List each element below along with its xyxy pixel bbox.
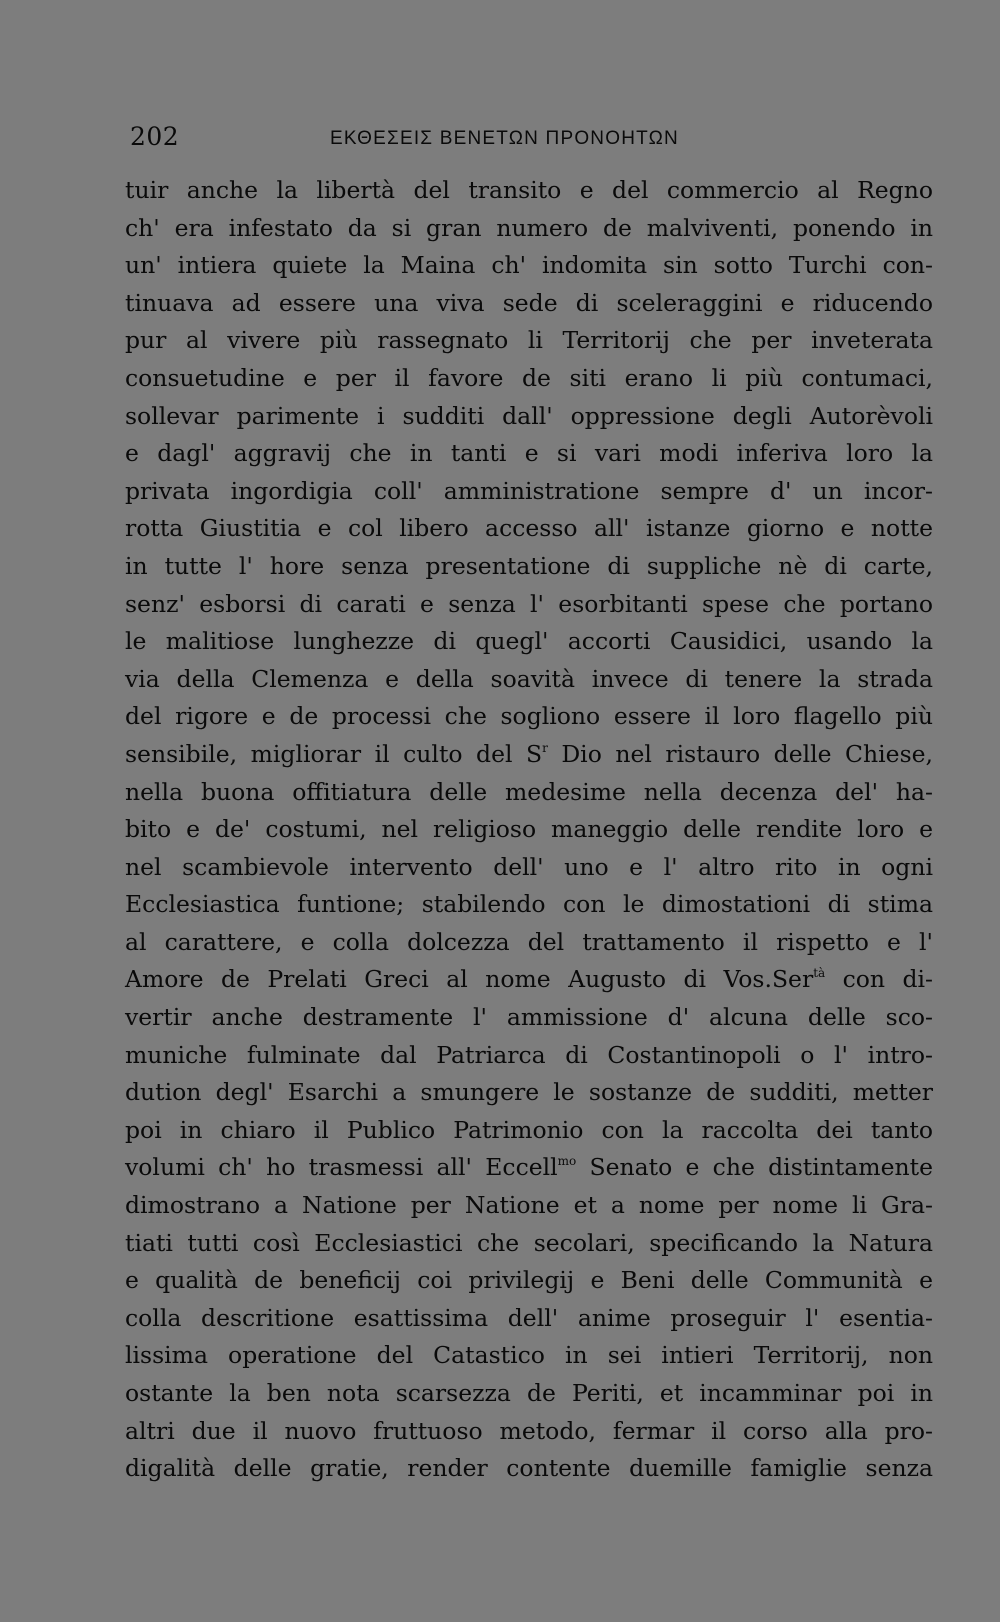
text-line-34: altri due il nuovo fruttuoso metodo, fermar il corso alla pro- [125,1416,933,1445]
text-line-15: del rigore e de processi che sogliono essere il loro flagello più [125,702,933,731]
text-line-20: Ecclesiastica funtione; stabilendo con le dimostationi di stima [125,890,933,919]
text-line-19: nel scambievole intervento dell' uno e l' altro rito in ogni [125,852,933,881]
text-line-31: colla descritione esattissima dell' anime proseguir l' esentia- [125,1303,933,1332]
text-line-10: rotta Giustitia e col libero accesso all' istanze giorno e notte [125,514,933,543]
text-line-16 [125,736,933,774]
body-text [125,172,933,1488]
text-line-22 [125,961,933,999]
text-line-18: bito e de' costumi, nel religioso maneggio delle rendite loro e [125,815,933,844]
text-line-5: pur al vivere più rassegnato li Territorij che per inveterata [125,326,933,355]
text-line-9: privata ingordigia coll' amministratione sempre d' un incor- [125,476,933,505]
running-title: ΕΚΘΕΣΕΙΣ ΒΕΝΕΤΩΝ ΠΡΟΝΟΗΤΩΝ [330,128,679,149]
text-line-2: ch' era infestato da si gran numero de malviventi, ponendo in [125,213,933,242]
text-line-17: nella buona offitiatura delle medesime nella decenza del' ha- [125,777,933,806]
text-line-33: ostante la ben nota scarsezza de Periti, et incamminar poi in [125,1379,933,1407]
text-line-21: al carattere, e colla dolcezza del trattamento il rispetto e l' [125,927,933,956]
text-line-22-head: Amore de Prelati Greci al nome Augusto di Vos.Ser [125,965,814,994]
text-line-11: in tutte l' hore senza presentatione di suppliche nè di carte, [125,551,933,580]
text-line-3: un' intiera quiete la Maina ch' indomita sin sotto Turchi con- [125,251,933,280]
text-line-35: digalità delle gratie, render contente duemille famiglie senza [125,1454,933,1483]
text-line-4: tinuava ad essere una viva sede di sceleraggini e riducendo [125,288,933,317]
text-line-27 [125,1149,933,1187]
superscript-r: r [542,740,548,755]
running-head [130,122,890,156]
text-line-16-tail: Dio nel ristauro delle Chiese, [547,739,934,768]
text-line-25: dution degl' Esarchi a smungere le sostanze de sudditi, metter [125,1078,933,1107]
text-line-26: poi in chiaro il Publico Patrimonio con la raccolta dei tanto [125,1115,933,1144]
text-line-8: e dagl' aggravij che in tanti e si vari modi inferiva loro la [125,439,933,468]
text-line-30: e qualità de beneficij coi privilegij e Beni delle Communità e [125,1266,933,1295]
text-line-24: muniche fulminate dal Patriarca di Costantinopoli o l' intro- [125,1040,933,1069]
superscript-mo: mo [557,1154,577,1169]
text-line-32: lissima operatione del Catastico in sei intieri Territorij, non [125,1341,933,1370]
text-line-29: tiati tutti così Ecclesiastici che secolari, specificando la Natura [125,1228,933,1257]
text-line-27-head: volumi ch' ho trasmessi all' Eccell [125,1153,558,1182]
text-line-27-tail: Senato e che distintamente [576,1153,933,1182]
text-line-14: via della Clemenza e della soavità invece di tenere la strada [125,664,933,693]
text-line-23: vertir anche destramente l' ammissione d' alcuna delle sco- [125,1003,933,1032]
text-line-12: senz' esborsi di carati e senza l' esorbitanti spese che portano [125,589,933,618]
superscript-ta: tà [813,966,826,981]
text-line-7: sollevar parimente i sudditi dall' oppressione degli Autorèvoli [125,401,933,430]
text-line-16-head: sensibile, migliorar il culto del S [125,739,543,768]
page-number: 202 [130,122,180,151]
text-line-28: dimostrano a Natione per Natione et a nome per nome li Gra- [125,1191,933,1220]
text-line-13: le malitiose lunghezze di quegl' accorti Causidici, usando la [125,627,933,656]
text-line-22-tail: con di- [825,965,933,994]
text-line-1: tuir anche la libertà del transito e del commercio al Regno [125,176,933,204]
text-line-6: consuetudine e per il favore de siti erano li più contumaci, [125,363,933,392]
